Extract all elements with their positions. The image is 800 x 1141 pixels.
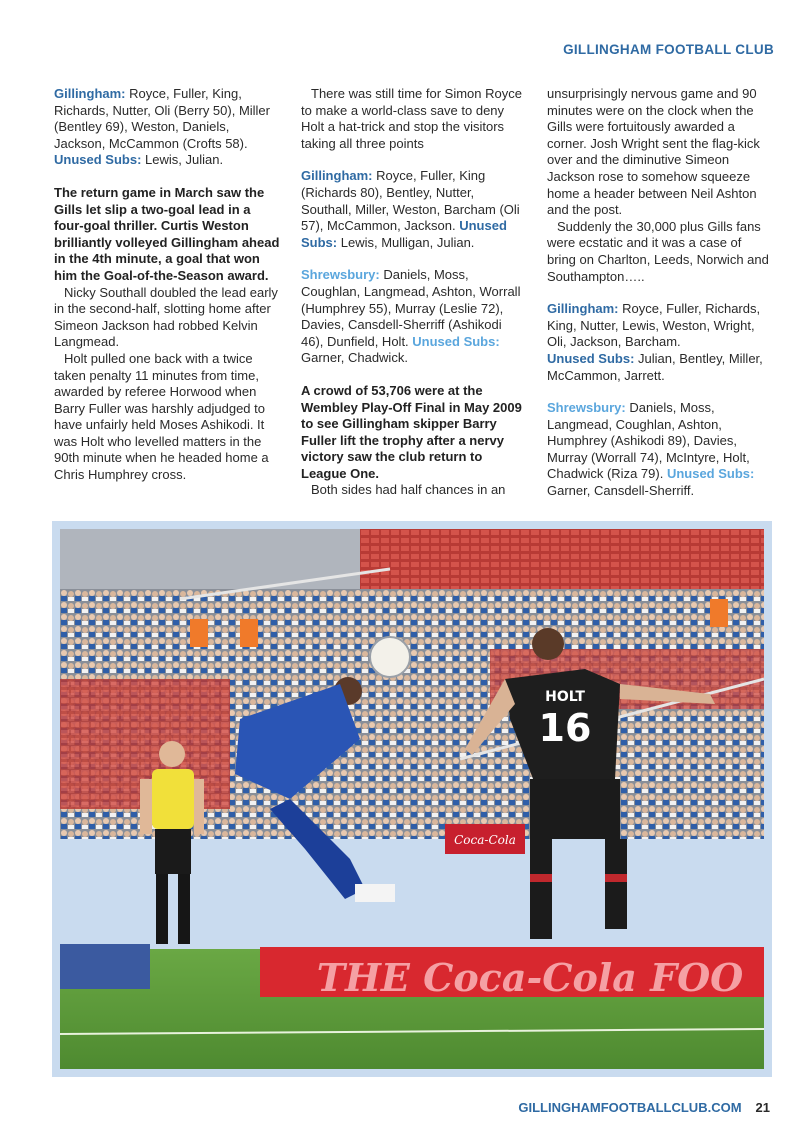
unused-subs-label: Unused Subs: [301, 218, 507, 250]
body-paragraph: Both sides had half chances in an [311, 482, 506, 498]
unused-subs-list: Garner, Chadwick. [301, 350, 408, 366]
player-list: Royce, Fuller, King (Richards 80), Bentley, Nutter, Southall, Miller, Weston, Barcham (Oli 57), McCammon, Jackson. [301, 168, 520, 234]
unused-subs-label: Unused Subs: [666, 466, 755, 482]
page-number: 21 [755, 1100, 770, 1115]
shirt-name: HOLT [545, 689, 585, 705]
photo-frame [52, 521, 772, 1077]
unused-subs-label: Unused Subs: [54, 152, 142, 168]
team-label: Gillingham: [54, 86, 126, 101]
lead-paragraph: The return game in March saw the Gills let slip a two-goal lead in a four-goal thriller. Curtis Weston brilliantly volleyed Gillingham ahead in the 4th minute, a goal that won him the Goal-of-the-Season award. [54, 184, 280, 283]
team-label: Gillingham: [547, 301, 619, 317]
lead-paragraph: A crowd of 53,706 were at the Wembley Play-Off Final in May 2009 to see Gillingham skipper Barry Fuller lift the trophy after a nervy victory saw the club return to League One. [301, 382, 522, 481]
player-list: Royce, Fuller, Richards, King, Nutter, Lewis, Weston, Wright, Oli, Jackson, Barcham. [547, 301, 761, 350]
body-paragraph: Suddenly the 30,000 plus Gills fans were ecstatic and it was a case of bring on Charlton, Leeds, Norwich and Southampton….. [547, 218, 769, 284]
body-paragraph: Nicky Southall doubled the lead early in the second-half, slotting home after Simeon Jackson had robbed Kelvin Langmead. [54, 284, 278, 350]
page-footer [518, 1100, 770, 1115]
lineup-gillingham-2 [301, 168, 527, 251]
article-column-3 [547, 86, 773, 500]
lineup-shrewsbury-2 [547, 400, 773, 500]
player-list: Daniels, Moss, Langmead, Coughlan, Ashton, Humphrey (Ashikodi 89), Davies, Murray (Worrall 74), McIntyre, Holt, Chadwick (Riza 79). [547, 400, 750, 482]
player-list: Royce, Fuller, King, Richards, Nutter, Oli (Berry 50), Miller (Bentley 69), Weston, Daniels, Jackson, McCammon (Crofts 58). [54, 86, 270, 151]
match-photo [60, 529, 764, 1069]
body-paragraph: Holt pulled one back with a twice taken penalty 11 minutes from time, awarded by referee Horwood when Barry Fuller was harshly adjudged to have unfairly held Moses Ashikodi. It was Holt who levelled matters in the 90th minute when he headed home a Chris Humphrey cross. [54, 350, 269, 483]
match-photo-illustration [60, 529, 764, 1069]
team-label: Gillingham: [301, 168, 373, 184]
lineup-shrewsbury-1 [301, 267, 527, 367]
unused-subs-list: Julian, Bentley, Miller, McCammon, Jarrett. [547, 350, 763, 383]
running-header: GILLINGHAM FOOTBALL CLUB [563, 42, 774, 57]
team-label: Shrewsbury: [547, 400, 626, 416]
unused-subs-label: Unused Subs: [412, 333, 500, 349]
lineup-gillingham-1 [54, 86, 280, 169]
body-paragraph: There was still time for Simon Royce to make a world-class save to deny Holt a hat-trick and stop the visitors taking all three points [301, 86, 522, 151]
article-column-1 [54, 86, 280, 484]
footer-site-url: GILLINGHAMFOOTBALLCLUB.COM [518, 1100, 742, 1115]
unused-subs-list: Garner, Cansdell-Sherriff. [547, 483, 695, 499]
body-paragraph: unsurprisingly nervous game and 90 minutes were on the clock when the Gills were fortuitously awarded a corner. Josh Wright sent the flag-kick over and the diminutive Simeon Jackson rose to somehow squeeze home a header between Neil Ashton and the post. [547, 86, 760, 218]
shirt-number: 16 [538, 706, 592, 750]
lineup-gillingham-3 [547, 301, 773, 384]
player-list: Daniels, Moss, Coughlan, Langmead, Ashton, Worrall (Humphrey 55), Murray (Leslie 72), Davies, Cansdell-Sherriff (Ashikodi 46), Dunfield, Holt. [301, 267, 521, 349]
advert-board-text: Coca-Cola [454, 833, 516, 847]
banner-text: THE Coca-Cola FOO [316, 955, 744, 1000]
unused-subs-label: Unused Subs: [547, 350, 635, 366]
unused-subs-list: Lewis, Mulligan, Julian. [337, 234, 475, 250]
team-label: Shrewsbury: [301, 267, 380, 283]
football [370, 637, 410, 677]
unused-subs-list: Lewis, Julian. [141, 152, 224, 168]
article-column-2 [301, 86, 527, 499]
